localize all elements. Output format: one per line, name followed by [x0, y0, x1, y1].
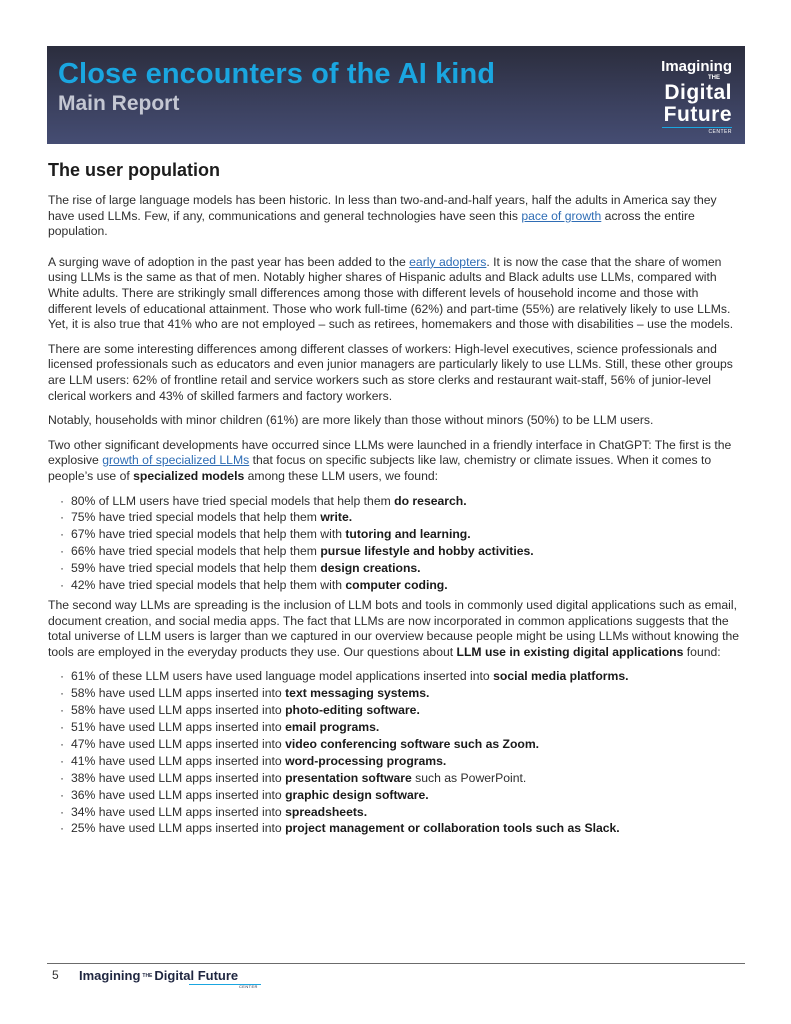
- early-adopters-link[interactable]: early adopters: [409, 254, 487, 269]
- logo-rule: [662, 127, 732, 128]
- paragraph-worker-classes: There are some interesting differences among different classes of workers: High-level executives, science professionals and licensed professionals such as educators and even junior managers are particularly likely to use LLMs. Still, these other groups are LLM users: 62% of frontline retail and service workers such as store clerks and restaurant wait-staff, 56% of junior-level clerical workers and 43% of skilled farmers and factory workers.: [48, 341, 733, 403]
- bullet-icon: ·: [60, 493, 65, 508]
- logo-digital: Digital: [664, 81, 732, 104]
- pace-of-growth-link[interactable]: pace of growth: [521, 208, 602, 223]
- paragraph-text: among these LLM users, we found:: [244, 468, 439, 483]
- bullet-icon: ·: [60, 544, 65, 559]
- list-item-bold: project management or collaboration tools such as Slack.: [285, 821, 620, 836]
- imagining-digital-future-logo: [652, 58, 732, 135]
- list-item: [60, 787, 745, 804]
- list-item-bold: graphic design software.: [285, 787, 429, 802]
- list-item: [60, 820, 745, 837]
- paragraph-text: across the entire population.: [48, 208, 695, 239]
- bullet-icon: ·: [60, 787, 65, 802]
- bullet-icon: ·: [60, 804, 65, 819]
- list-item-bold: spreadsheets.: [285, 804, 368, 819]
- list-item-text: 61% of these LLM users have used language model applications inserted into: [71, 669, 494, 684]
- paragraph-text: Two other significant developments have occurred since LLMs were launched in a friendly interface in ChatGPT: The first is the explosive: [48, 437, 732, 468]
- list-item: [60, 543, 745, 560]
- list-item-text: 80% of LLM users have tried special models that help them: [71, 493, 395, 508]
- list-item-tail: such as PowerPoint.: [411, 770, 527, 785]
- list-item: [60, 668, 745, 685]
- bold-phrase: LLM use in existing digital applications: [456, 644, 684, 659]
- list-item-text: 42% have tried special models that help them with: [71, 578, 346, 593]
- list-item: [60, 753, 745, 770]
- list-item-bold: design creations.: [320, 561, 421, 576]
- specialized-models-list: [48, 493, 745, 594]
- footer-divider: [47, 963, 745, 964]
- list-item-bold: pursue lifestyle and hobby activities.: [320, 544, 534, 559]
- paragraph-text: that focus on specific subjects like law, chemistry or climate issues. When it comes to people’s use of: [48, 453, 712, 483]
- bullet-icon: ·: [60, 736, 65, 751]
- list-item-bold: email programs.: [285, 720, 380, 735]
- list-item-bold: do research.: [394, 493, 467, 508]
- logo-the: THE: [708, 75, 720, 81]
- paragraph-specialized-intro: [48, 438, 745, 485]
- digital-apps-list: [48, 668, 745, 837]
- list-item: [60, 493, 745, 510]
- list-item-text: 41% have used LLM apps inserted into: [71, 753, 286, 768]
- list-item-text: 59% have tried special models that help them: [71, 561, 321, 576]
- paragraph-historic-rise: [48, 193, 745, 240]
- list-item: [60, 685, 745, 702]
- paragraph-adoption-wave: [48, 255, 745, 333]
- list-item-text: 25% have used LLM apps inserted into: [71, 821, 286, 836]
- bullet-icon: ·: [60, 578, 65, 593]
- footer-logo: [79, 967, 258, 989]
- logo-imagining: Imagining: [661, 58, 732, 75]
- list-item: [60, 719, 745, 736]
- bullet-icon: ·: [60, 510, 65, 525]
- paragraph-text: found:: [683, 644, 721, 659]
- bullet-icon: ·: [60, 703, 65, 718]
- list-item-bold: text messaging systems.: [285, 686, 430, 701]
- bullet-icon: ·: [60, 770, 65, 785]
- list-item: [60, 770, 745, 787]
- bullet-icon: ·: [60, 720, 65, 735]
- section-title: The user population: [48, 160, 221, 180]
- report-banner: [47, 46, 745, 144]
- bullet-icon: ·: [60, 561, 65, 576]
- list-item-text: 47% have used LLM apps inserted into: [71, 736, 286, 751]
- footer-logo-imagining: Imagining: [79, 968, 141, 983]
- list-item-bold: write.: [320, 510, 353, 525]
- list-item-text: 36% have used LLM apps inserted into: [71, 787, 286, 802]
- logo-center: CENTER: [708, 129, 732, 135]
- list-item-bold: computer coding.: [345, 578, 448, 593]
- paragraph-text: A surging wave of adoption in the past year has been added to the: [48, 254, 410, 269]
- list-item-text: 38% have used LLM apps inserted into: [71, 770, 286, 785]
- bullet-icon: ·: [60, 821, 65, 836]
- list-item-text: 75% have tried special models that help them: [71, 510, 321, 525]
- footer-logo-the: THE: [142, 972, 153, 979]
- list-item-bold: word-processing programs.: [285, 753, 447, 768]
- list-item-bold: video conferencing software such as Zoom.: [285, 736, 540, 751]
- bold-phrase: specialized models: [133, 468, 245, 483]
- report-subtitle: Main Report: [58, 92, 180, 115]
- list-item-text: 58% have used LLM apps inserted into: [71, 686, 286, 701]
- list-item: [60, 560, 745, 577]
- list-item-bold: social media platforms.: [493, 669, 629, 684]
- page-number: 5: [52, 968, 59, 982]
- footer-logo-digital-future: Digital Future: [154, 968, 239, 983]
- bullet-icon: ·: [60, 527, 65, 542]
- list-item: [60, 509, 745, 526]
- bullet-icon: ·: [60, 686, 65, 701]
- report-content: [48, 160, 745, 841]
- list-item-text: 58% have used LLM apps inserted into: [71, 703, 286, 718]
- list-item-bold: photo-editing software.: [285, 703, 420, 718]
- list-item: [60, 804, 745, 821]
- list-item-text: 34% have used LLM apps inserted into: [71, 804, 286, 819]
- list-item-bold: presentation software: [285, 770, 412, 785]
- paragraph-text: The rise of large language models has been historic. In less than two-and-and-half years, half the adults in America say they have used LLMs. Few, if any, communications and general technologies have seen this: [48, 193, 717, 223]
- paragraph-text: The second way LLMs are spreading is the inclusion of LLM bots and tools in commonly used digital applications such as email, document creation, and social media apps. The fact that LLMs are now incorporated in common applications suggests that the total universe of LLM users is larger than we captured in our overview because people might be using LLMs without knowing the tools are employed in the everyday products they use. Our questions about: [48, 597, 740, 659]
- list-item-text: 67% have tried special models that help them with: [71, 527, 346, 542]
- list-item-text: 51% have used LLM apps inserted into: [71, 720, 286, 735]
- paragraph-households: Notably, households with minor children (61%) are more likely than those without minors (50%) to be LLM users.: [48, 413, 654, 428]
- bullet-icon: ·: [60, 753, 65, 768]
- report-title: Close encounters of the AI kind: [58, 58, 496, 90]
- footer-logo-center: CENTER: [239, 984, 258, 989]
- list-item: [60, 577, 745, 594]
- list-item: [60, 702, 745, 719]
- list-item-bold: tutoring and learning.: [345, 527, 471, 542]
- specialized-llms-link[interactable]: growth of specialized LLMs: [102, 453, 250, 468]
- list-item-text: 66% have tried special models that help them: [71, 544, 321, 559]
- paragraph-text: . It is now the case that the share of women using LLMs is the same as that of men. Notably higher shares of Hispanic adults and Black adults use LLMs, compared with White adults. There are strikingly small differences among those with different levels of household income and those with different levels of educational attainment. Those who work full-time (62%) and part-time (55%) are relatively likely to use LLMs. Yet, it is also true that 41% who are not employed – such as retirees, homemakers and those with disabilities – use the models.: [48, 254, 734, 332]
- paragraph-digital-apps-intro: [48, 598, 745, 660]
- list-item: [60, 526, 745, 543]
- bullet-icon: ·: [60, 669, 65, 684]
- logo-future: Future: [663, 103, 732, 126]
- list-item: [60, 736, 745, 753]
